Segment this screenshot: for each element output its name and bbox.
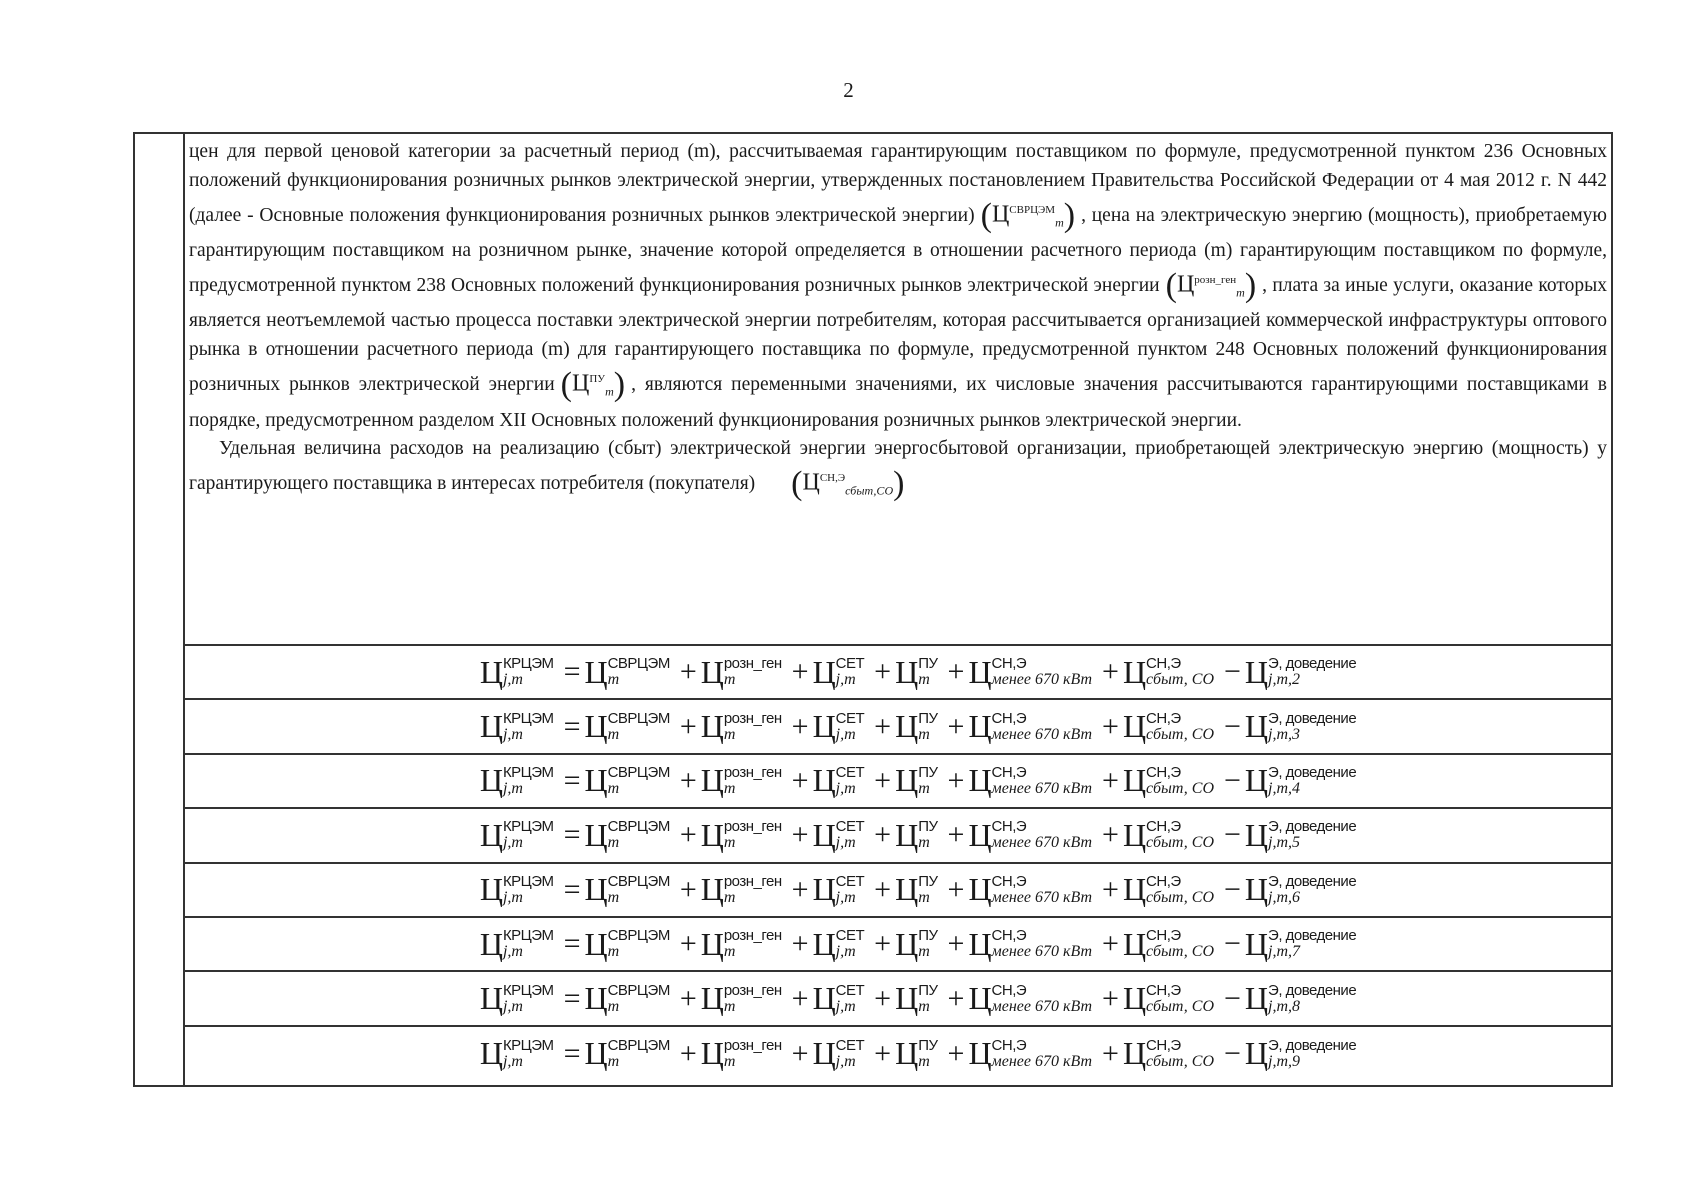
plus-sign: + [947,981,965,1015]
term-krcem: Ц КРЦЭМ j,m [479,708,554,745]
term-sn-e-670: Ц СН,Э менее 670 кВт [968,708,1093,745]
paragraph-2 [189,435,1607,505]
term-set: Ц СЕТ j,m [812,925,865,962]
term-krcem: Ц КРЦЭМ j,m [479,871,554,908]
plus-sign: + [679,763,697,797]
formula-row-7 [185,972,1611,1026]
term-dovedenie: Ц Э, доведение j,m,5 [1244,816,1357,853]
term-dovedenie: Ц Э, доведение j,m,6 [1244,871,1357,908]
term-rozn-gen: Ц розн_ген m [700,925,782,962]
formula-row-4 [185,809,1611,863]
term-dovedenie: Ц Э, доведение j,m,9 [1244,1035,1357,1072]
term-rozn-gen: Ц розн_ген m [700,762,782,799]
formula-row-2 [185,700,1611,754]
term-pu: Ц ПУ m [895,762,938,799]
term-svrcem: Ц СВРЦЭМ m [584,708,670,745]
plus-sign: + [1102,709,1119,743]
plus-sign: + [679,818,697,852]
equals-sign: = [563,927,581,961]
plus-sign: + [1102,1036,1119,1070]
equals-sign: = [563,763,581,797]
formula-row-6 [185,918,1611,972]
term-rozn-gen: Ц розн_ген m [700,816,782,853]
term-sn-e-670: Ц СН,Э менее 670 кВт [968,762,1093,799]
plus-sign: + [874,927,892,961]
minus-sign: − [1224,927,1241,961]
term-sn-e-sbyt: Ц СН,Э сбыт, СО [1122,762,1214,799]
plus-sign: + [679,709,697,743]
term-sn-e-sbyt: Ц СН,Э сбыт, СО [1122,1035,1214,1072]
term-dovedenie: Ц Э, доведение j,m,3 [1244,708,1357,745]
term-pu: Ц ПУ m [895,871,938,908]
paragraph-1-text-2: , цена на электрическую энергию (мощность), приобретаемую гарантирующим поставщиком на розничном рынке, значение которой определяется в отношении расчетного периода (m) гарантирующим поставщиком по формуле, предусмотренной пунктом 238 Основных положений функционирования розничных рынков электрической энергии [189,204,1607,297]
formula-row-1 [185,646,1611,700]
formula-rows [185,646,1611,1085]
term-rozn-gen: Ц розн_ген m [700,980,782,1017]
plus-sign: + [791,709,809,743]
plus-sign: + [947,763,965,797]
plus-sign: + [1102,655,1119,689]
plus-sign: + [1102,927,1119,961]
term-svrcem: Ц СВРЦЭМ m [584,871,670,908]
equals-sign: = [563,709,581,743]
term-set: Ц СЕТ j,m [812,816,865,853]
term-svrcem: Ц СВРЦЭМ m [584,980,670,1017]
term-sn-e-sbyt: Ц СН,Э сбыт, СО [1122,980,1214,1017]
equals-sign: = [563,1036,581,1070]
paragraph-1-text-1: цен для первой ценовой категории за расчетный период (m), рассчитываемая гарантирующим поставщиком по формуле, предусмотренной пунктом 236 Основных положений функционирования розничных рынков электрической энергии, утвержденных постановлением Правительства Российской Федерации от 4 мая 2012 г. N 442 (далее - Основные положения функционирования розничных рынков электрической энергии) [189,141,1607,226]
term-krcem: Ц КРЦЭМ j,m [479,925,554,962]
plus-sign: + [947,655,965,689]
term-krcem: Ц КРЦЭМ j,m [479,762,554,799]
term-sn-e-670: Ц СН,Э менее 670 кВт [968,653,1093,690]
plus-sign: + [874,981,892,1015]
term-dovedenie: Ц Э, доведение j,m,7 [1244,925,1357,962]
plus-sign: + [791,1036,809,1070]
plus-sign: + [791,872,809,906]
minus-sign: − [1224,818,1241,852]
plus-sign: + [947,1036,965,1070]
term-sn-e-670: Ц СН,Э менее 670 кВт [968,871,1093,908]
plus-sign: + [874,655,892,689]
equals-sign: = [563,655,581,689]
plus-sign: + [947,709,965,743]
plus-sign: + [679,1036,697,1070]
plus-sign: + [947,927,965,961]
formula-row-3 [185,755,1611,809]
plus-sign: + [1102,818,1119,852]
plus-sign: + [947,818,965,852]
term-dovedenie: Ц Э, доведение j,m,8 [1244,980,1357,1017]
term-pu: Ц ПУ m [895,980,938,1017]
plus-sign: + [679,655,697,689]
paragraph-1-text-4: , являются переменными значениями, их числовые значения рассчитываются гарантирующими поставщиками в порядке, предусмотренном разделом XII Основных положений функционирования розничных рынков электрической энергии. [189,374,1608,431]
formula-row-5 [185,864,1611,918]
term-svrcem: Ц СВРЦЭМ m [584,762,670,799]
term-sn-e-sbyt: Ц СН,Э сбыт, СО [1122,871,1214,908]
plus-sign: + [791,763,809,797]
term-set: Ц СЕТ j,m [812,653,865,690]
term-svrcem: Ц СВРЦЭМ m [584,925,670,962]
term-pu: Ц ПУ m [895,708,938,745]
term-rozn-gen: Ц розн_ген m [700,1035,782,1072]
equals-sign: = [563,981,581,1015]
term-sn-e-sbyt: Ц СН,Э сбыт, СО [1122,653,1214,690]
minus-sign: − [1224,981,1241,1015]
term-krcem: Ц КРЦЭМ j,m [479,653,554,690]
plus-sign: + [791,927,809,961]
symbol-rozn-gen: $(Ц^{розн\_ген}_m)$ [1165,266,1257,304]
term-krcem: Ц КРЦЭМ j,m [479,816,554,853]
term-sn-e-670: Ц СН,Э менее 670 кВт [968,925,1093,962]
term-rozn-gen: Ц розн_ген m [700,871,782,908]
paragraph-1 [189,138,1607,435]
minus-sign: − [1224,655,1241,689]
term-sn-e-670: Ц СН,Э менее 670 кВт [968,1035,1093,1072]
paragraph-1-text-3: , плата за иные услуги, оказание которых является неотъемлемой частью процесса поставки электрической энергии потребителям, которая рассчитывается организацией коммерческой инфраструктуры оптового рынка в отношении расчетного периода (m) для гарантирующего поставщика по формуле, предусмотренной пунктом 248 Основных положений функционирования розничных рынков электрической энергии [189,275,1607,396]
plus-sign: + [791,655,809,689]
document-table [133,132,1613,1087]
term-svrcem: Ц СВРЦЭМ m [584,816,670,853]
term-pu: Ц ПУ m [895,653,938,690]
term-svrcem: Ц СВРЦЭМ m [584,1035,670,1072]
equals-sign: = [563,818,581,852]
term-set: Ц СЕТ j,m [812,762,865,799]
text-cell [185,134,1611,646]
formula-row-8 [185,1027,1611,1081]
minus-sign: − [1224,763,1241,797]
term-sn-e-sbyt: Ц СН,Э сбыт, СО [1122,708,1214,745]
term-set: Ц СЕТ j,m [812,1035,865,1072]
plus-sign: + [679,927,697,961]
symbol-svrcem: $(Ц^{СВРЦЭМ}_m)$ [980,196,1076,234]
paragraph-2-text: Удельная величина расходов на реализацию (сбыт) электрической энергии энергосбытовой организации, приобретающей электрическую энергию (мощность) у гарантирующего поставщика в интересах потребителя (покупателя) [189,438,1607,495]
term-sn-e-sbyt: Ц СН,Э сбыт, СО [1122,925,1214,962]
table-left-column [135,134,185,1085]
term-set: Ц СЕТ j,m [812,871,865,908]
plus-sign: + [874,818,892,852]
term-pu: Ц ПУ m [895,816,938,853]
term-pu: Ц ПУ m [895,1035,938,1072]
term-pu: Ц ПУ m [895,925,938,962]
term-svrcem: Ц СВРЦЭМ m [584,653,670,690]
plus-sign: + [874,1036,892,1070]
plus-sign: + [874,709,892,743]
term-set: Ц СЕТ j,m [812,980,865,1017]
term-rozn-gen: Ц розн_ген m [700,708,782,745]
term-sn-e-670: Ц СН,Э менее 670 кВт [968,816,1093,853]
plus-sign: + [791,981,809,1015]
symbol-pu: $(Ц^{ПУ}_m)$ [560,365,626,403]
plus-sign: + [679,872,697,906]
term-sn-e-sbyt: Ц СН,Э сбыт, СО [1122,816,1214,853]
plus-sign: + [679,981,697,1015]
plus-sign: + [874,872,892,906]
plus-sign: + [791,818,809,852]
term-krcem: Ц КРЦЭМ j,m [479,980,554,1017]
term-set: Ц СЕТ j,m [812,708,865,745]
plus-sign: + [874,763,892,797]
term-dovedenie: Ц Э, доведение j,m,4 [1244,762,1357,799]
plus-sign: + [1102,981,1119,1015]
term-sn-e-670: Ц СН,Э менее 670 кВт [968,980,1093,1017]
plus-sign: + [947,872,965,906]
term-krcem: Ц КРЦЭМ j,m [479,1035,554,1072]
symbol-sn-e-sbyt: $(Ц^{СН,Э}_{сбыт,СО})$ [791,465,905,502]
term-rozn-gen: Ц розн_ген m [700,653,782,690]
minus-sign: − [1224,709,1241,743]
term-dovedenie: Ц Э, доведение j,m,2 [1244,653,1357,690]
plus-sign: + [1102,763,1119,797]
equals-sign: = [563,872,581,906]
minus-sign: − [1224,872,1241,906]
page-number: 2 [843,78,854,102]
minus-sign: − [1224,1036,1241,1070]
plus-sign: + [1102,872,1119,906]
